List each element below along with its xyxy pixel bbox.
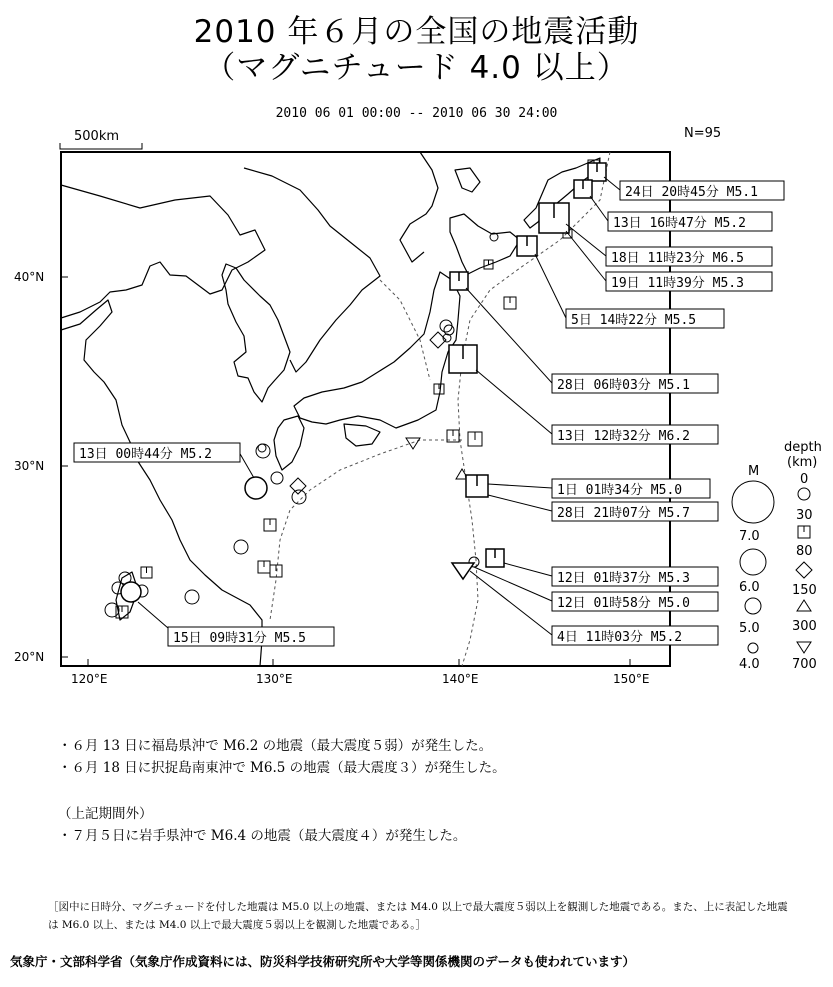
event-square-minor: [141, 567, 152, 578]
callout-label: 4日 11時03分 M5.2: [557, 630, 683, 645]
callout-label: 13日 16時47分 M5.2: [613, 216, 746, 231]
callout-label: 12日 01時58分 M5.0: [557, 596, 690, 611]
lon-label-140: 140°E: [442, 672, 479, 686]
labeled-events: [121, 163, 606, 602]
event-square-minor: [258, 561, 270, 573]
event-circle-minor: [256, 444, 270, 458]
event-count: N=95: [684, 126, 722, 141]
note-item: ・６月 13 日に福島県沖で M6.2 の地震（最大震度５弱）が発生した。: [58, 738, 493, 754]
legend-magnitude: 7.0: [739, 529, 760, 544]
event-square-m5.2-13: [574, 180, 592, 198]
callout-label: 18日 11時23分 M6.5: [611, 251, 744, 266]
map-frame: [61, 152, 670, 666]
legend-depth: 0: [800, 472, 809, 487]
coastlines: [61, 152, 600, 666]
event-square-m5.1-28: [450, 272, 468, 290]
period-text: 2010 06 01 00:00 -- 2010 06 30 24:00: [275, 106, 558, 121]
legend-depth: 30: [796, 508, 813, 523]
lat-label-20: 20°N: [14, 650, 45, 664]
legend-circle-m7: [732, 481, 774, 523]
callout-label: 5日 14時22分 M5.5: [571, 313, 697, 328]
callout-label: 19日 11時39分 M5.3: [611, 276, 744, 291]
legend-square-icon: [798, 526, 810, 538]
event-square-m5.7-28: [466, 475, 488, 497]
note-heading: （上記期間外）: [58, 806, 153, 822]
callout-label: 15日 09時31分 M5.5: [173, 631, 306, 646]
callout-label: 24日 20時45分 M5.1: [625, 185, 758, 200]
legend-magnitude: 5.0: [739, 621, 760, 636]
lon-label-120: 120°E: [71, 672, 108, 686]
event-square-minor: [504, 297, 516, 309]
lat-label-40: 40°N: [14, 270, 45, 284]
event-circle-minor: [234, 540, 248, 554]
event-square-m5.3-12: [486, 549, 504, 567]
callout-label: 12日 01時37分 M5.3: [557, 571, 690, 586]
note-item: ・６月 18 日に択捉島南東沖で M6.5 の地震（最大震度３）が発生した。: [58, 760, 506, 776]
legend: [732, 440, 822, 672]
legend-depth-title: depth: [784, 440, 822, 455]
callout-label: 28日 06時03分 M5.1: [557, 378, 690, 393]
event-square-m5.5-5: [517, 236, 537, 256]
fine-print: ［図中に日時分、マグニチュードを付した地震は M5.0 以上の地震、または M4.0 以上で最大震度５弱以上を観測した地震である。また、上に表記した地震は M6.0 以上、または M4.0 以上で最大震度５弱以上を観測した地震である。］: [48, 901, 788, 931]
legend-depth: 300: [792, 619, 817, 634]
legend-depth-unit: (km): [787, 455, 818, 470]
event-square-m5.1-24: [588, 163, 606, 181]
event-circle-minor: [185, 590, 199, 604]
event-circle-minor: [271, 472, 283, 484]
scale-bar: [60, 129, 142, 149]
lon-label-150: 150°E: [613, 672, 650, 686]
event-circle-minor: [292, 490, 306, 504]
legend-circle-m5: [745, 598, 761, 614]
event-square-m6.5-18: [539, 203, 569, 233]
event-square-minor: [434, 384, 444, 394]
legend-diamond-icon: [796, 562, 812, 578]
legend-depth: 80: [796, 544, 813, 559]
event-circle-minor: [105, 603, 119, 617]
legend-m-title: M: [748, 464, 760, 479]
event-square-minor: [264, 519, 276, 531]
callout-label: 13日 00時44分 M5.2: [79, 447, 212, 462]
leader-lines: [138, 177, 620, 635]
map-subtitle: （マグニチュード 4.0 以上）: [204, 50, 629, 86]
legend-triangle-icon: [797, 600, 811, 611]
callout-label: 28日 21時07分 M5.7: [557, 506, 690, 521]
legend-circle-icon: [798, 488, 810, 500]
credit-line: 気象庁・文部科学省（気象庁作成資料には、防災科学技術研究所や大学等関係機関のデータも使われています）: [10, 954, 636, 969]
note-item: ・７月５日に岩手県沖で M6.4 の地震（最大震度４）が発生した。: [58, 828, 467, 844]
legend-depth: 150: [792, 583, 817, 598]
event-triangle-down-minor: [406, 438, 420, 449]
legend-circle-m4: [748, 643, 758, 653]
event-circle-m5.2-13: [245, 477, 267, 499]
event-square-minor: [484, 260, 493, 269]
scale-bar-label: 500km: [74, 129, 120, 144]
legend-circle-m6: [740, 549, 766, 575]
event-square-minor: [468, 432, 482, 446]
legend-magnitude: 4.0: [739, 657, 760, 672]
lon-label-130: 130°E: [256, 672, 293, 686]
event-circle-minor: [444, 325, 454, 335]
callout-label: 1日 01時34分 M5.0: [557, 483, 683, 498]
legend-magnitude: 6.0: [739, 580, 760, 595]
graticule-ticks: [61, 277, 630, 666]
event-square-m6.2-13: [449, 345, 477, 373]
minor-events: [105, 160, 600, 618]
event-circle-m5.5-15: [121, 582, 141, 602]
map-title: 2010 年６月の全国の地震活動: [193, 14, 640, 50]
lat-label-30: 30°N: [14, 459, 45, 473]
legend-triangle-down-icon: [797, 642, 811, 653]
legend-depth: 700: [792, 657, 817, 672]
callout-label: 13日 12時32分 M6.2: [557, 429, 690, 444]
